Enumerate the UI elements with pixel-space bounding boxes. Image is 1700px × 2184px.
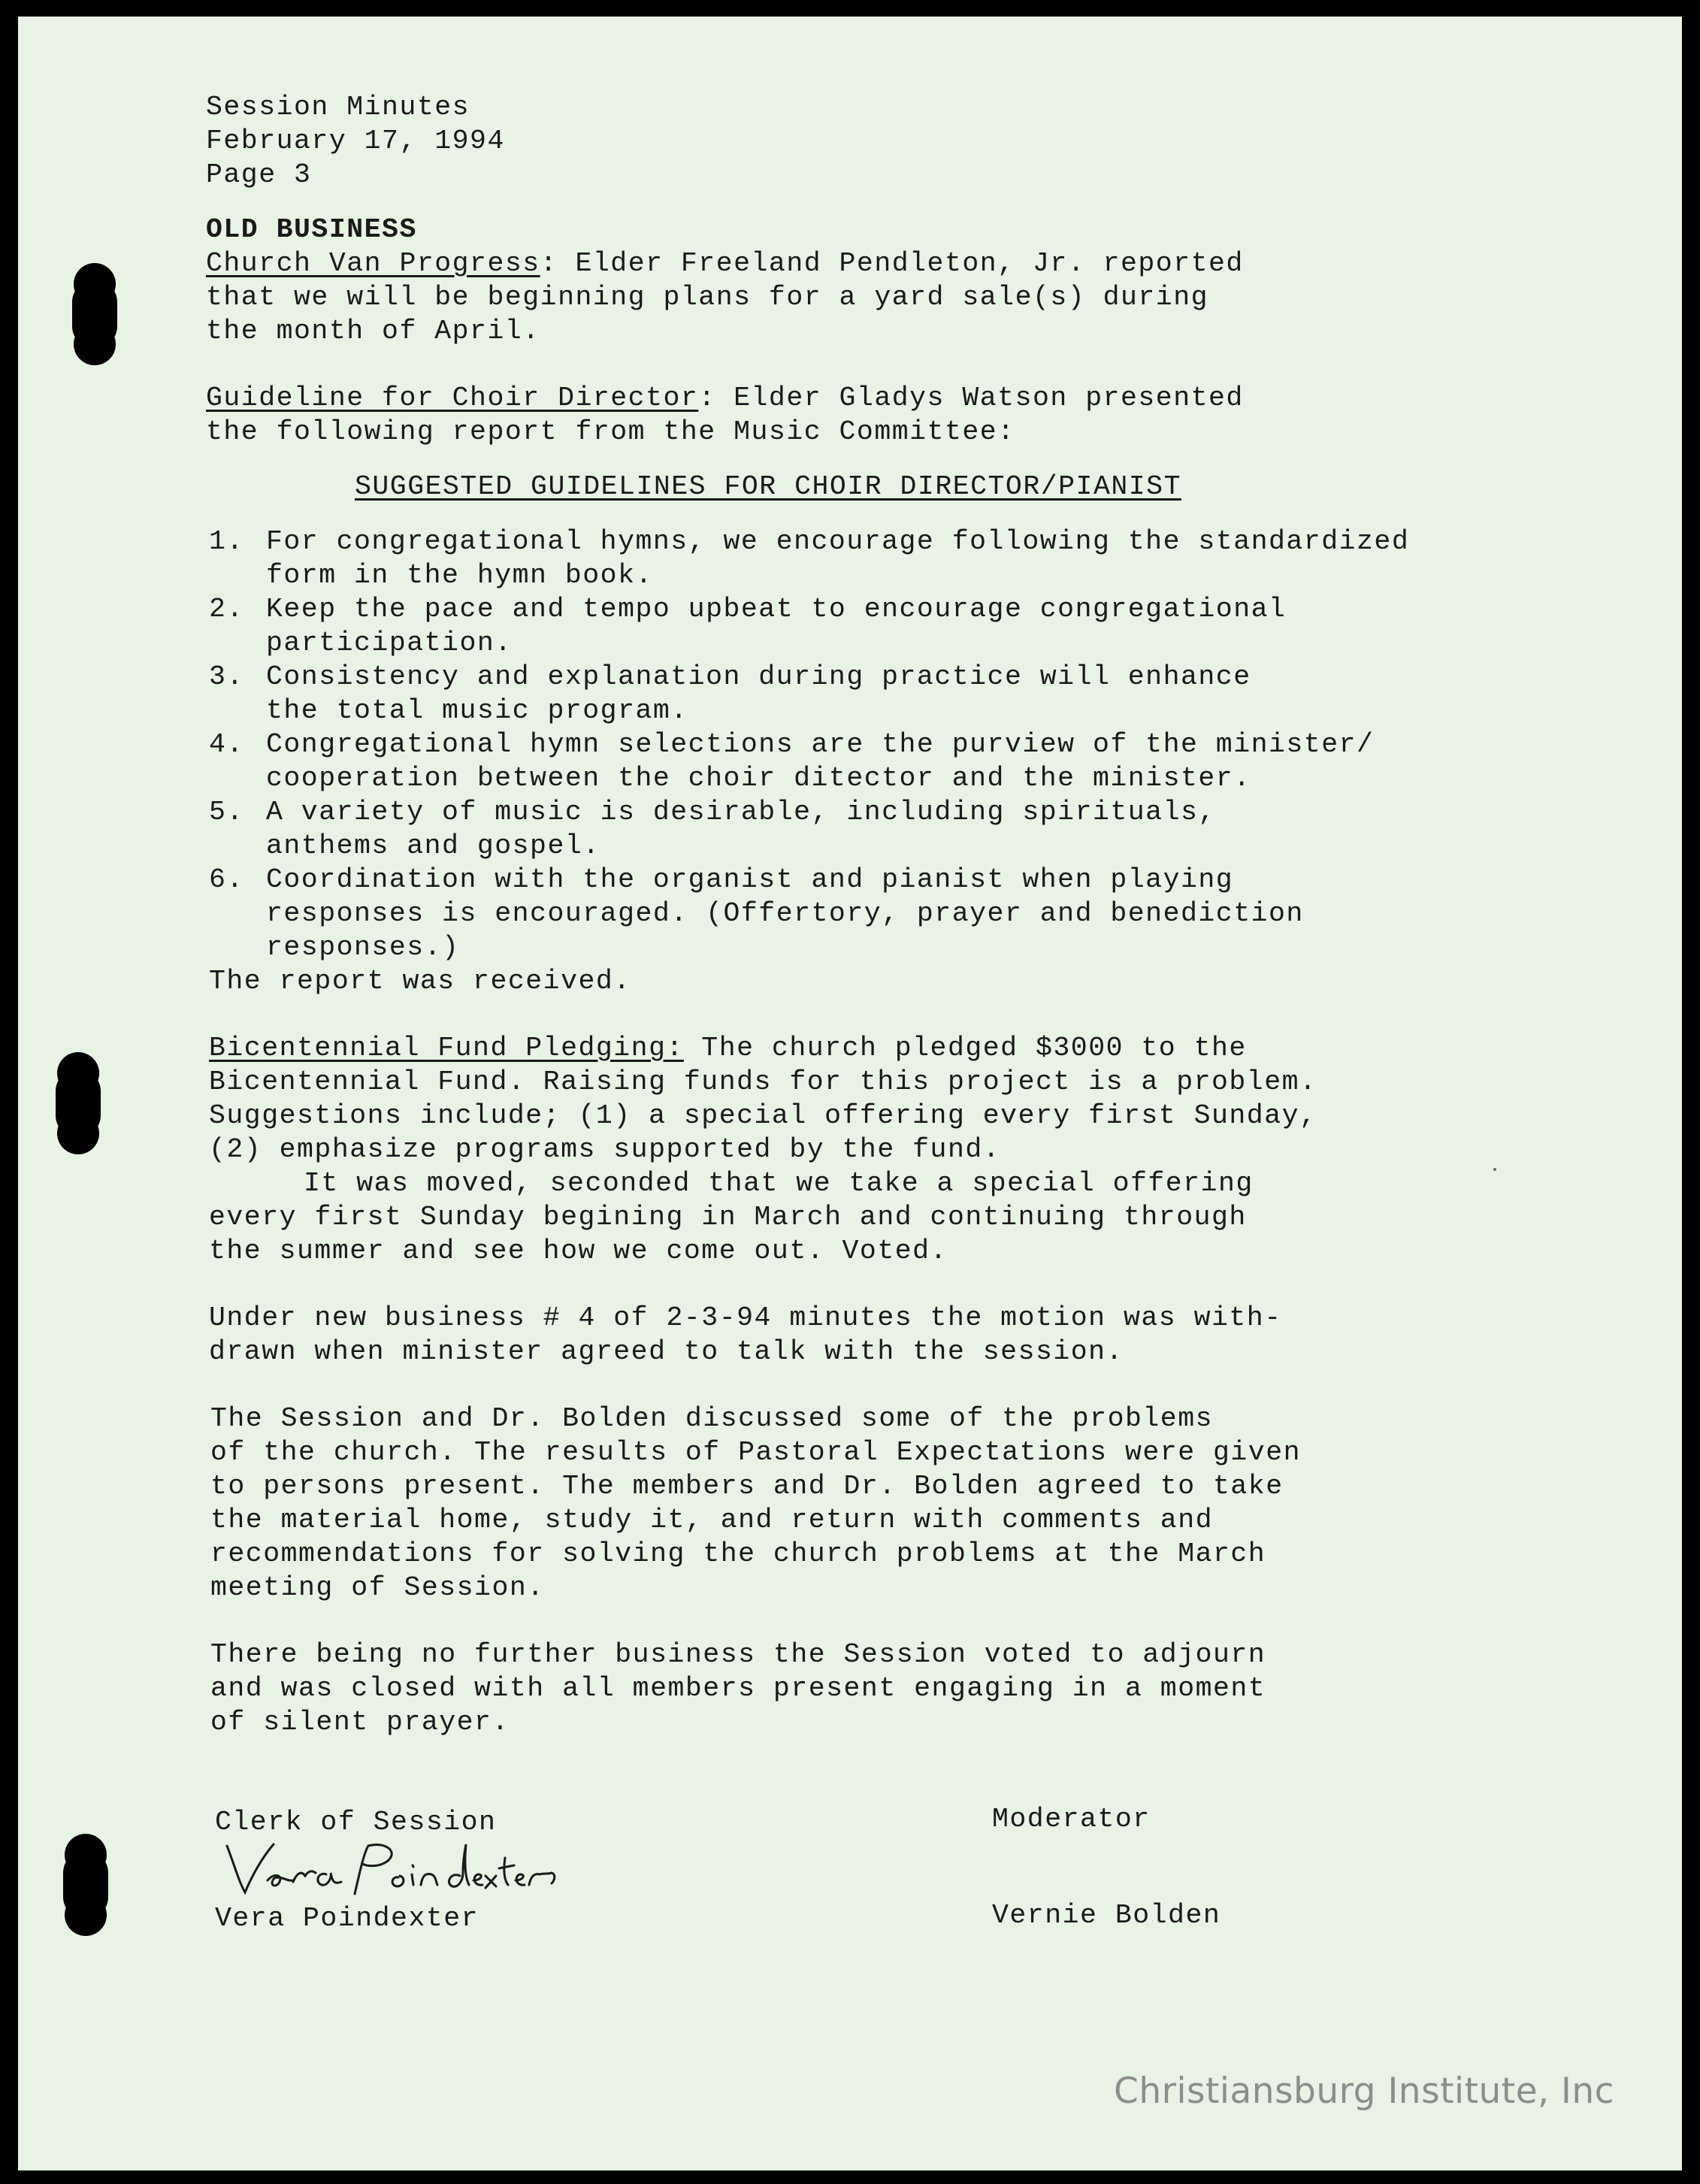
moderator-name: Vernie Bolden: [992, 1900, 1221, 1931]
discussion-line: recommendations for solving the church problems at the March: [210, 1538, 1266, 1569]
list-item-line: form in the hymn book.: [266, 560, 653, 591]
clerk-signature-area: [215, 1805, 741, 2001]
list-item-line: responses is encouraged. (Offertory, prayer and benediction: [266, 898, 1304, 929]
report-received: The report was received.: [209, 966, 631, 997]
list-item-line: the total music program.: [266, 695, 688, 726]
list-item-line: A variety of music is desirable, including spirituals,: [266, 797, 1216, 827]
closing-line: There being no further business the Session voted to adjourn: [210, 1639, 1266, 1670]
choir-line: : Elder Gladys Watson presented: [698, 383, 1244, 413]
bicentennial-paragraph: [206, 1031, 1634, 1065]
bicentennial-line: the summer and see how we come out. Voted.: [209, 1236, 948, 1266]
bicentennial-line: (2) emphasize programs supported by the fund.: [209, 1134, 1001, 1165]
list-item: [206, 592, 1634, 660]
guidelines-list: [206, 525, 1634, 964]
list-item-line: participation.: [266, 628, 513, 658]
list-item-line: For congregational hymns, we encourage following the standardized: [266, 526, 1410, 557]
list-item-number: 3.: [209, 661, 244, 692]
discussion-line: to persons present. The members and Dr. Bolden agreed to take: [210, 1471, 1284, 1502]
moderator-signature-area: [992, 1802, 1518, 1998]
bicentennial-line: every first Sunday begining in March and continuing through: [209, 1202, 1247, 1233]
clerk-name: Vera Poindexter: [215, 1903, 479, 1934]
punch-hole-top: [72, 280, 117, 349]
list-item: [206, 795, 1634, 863]
list-item-line: Coordination with the organist and pianist when playing: [266, 864, 1234, 895]
bicentennial-line: Suggestions include; (1) a special offering every first Sunday,: [209, 1100, 1317, 1131]
list-item-line: anthems and gospel.: [266, 830, 600, 861]
list-item: [206, 525, 1634, 592]
list-item-line: cooperation between the choir ditector and the minister.: [266, 763, 1251, 794]
new-business-line: drawn when minister agreed to talk with the session.: [209, 1336, 1124, 1367]
doc-page-number: Page 3: [206, 159, 312, 190]
discussion-line: The Session and Dr. Bolden discussed some of the problems: [210, 1403, 1214, 1434]
bicentennial-line: Bicentennial Fund. Raising funds for this project is a problem.: [209, 1066, 1317, 1097]
van-line: that we will be beginning plans for a yard sale(s) during: [206, 282, 1209, 313]
discussion-line: the material home, study it, and return with comments and: [210, 1505, 1214, 1535]
document-page: [18, 17, 1682, 2170]
closing-line: of silent prayer.: [210, 1707, 510, 1738]
doc-date: February 17, 1994: [206, 126, 505, 156]
bicentennial-line: It was moved, seconded that we take a special offering: [304, 1168, 1254, 1199]
section-title: OLD BUSINESS: [206, 214, 417, 245]
signature-block: [215, 1805, 1643, 2001]
bicentennial-line: The church pledged $3000 to the: [683, 1033, 1247, 1063]
list-item-number: 5.: [209, 797, 244, 827]
doc-title: Session Minutes: [206, 92, 470, 123]
discussion-line: of the church. The results of Pastoral Expectations were given: [210, 1437, 1302, 1468]
list-item-number: 2.: [209, 594, 244, 625]
discussion-line: meeting of Session.: [210, 1572, 545, 1603]
van-paragraph: [206, 247, 1634, 280]
closing-line: and was closed with all members present engaging in a moment: [210, 1673, 1266, 1704]
list-item-line: Congregational hymn selections are the purview of the minister/: [266, 729, 1375, 760]
clerk-handwritten-signature: [221, 1835, 574, 1903]
list-item: [206, 660, 1634, 727]
choir-paragraph: [206, 381, 1634, 415]
van-line: : Elder Freeland Pendleton, Jr. reported: [540, 248, 1244, 279]
list-item: [206, 863, 1634, 964]
new-business-line: Under new business # 4 of 2-3-94 minutes the motion was with-: [209, 1302, 1282, 1333]
list-item-line: Keep the pace and tempo upbeat to encourage congregational: [266, 594, 1287, 625]
choir-line: the following report from the Music Committee:: [206, 416, 1015, 447]
guidelines-title: SUGGESTED GUIDELINES FOR CHOIR DIRECTOR/PIANIST: [355, 471, 1181, 502]
list-item-number: 4.: [209, 729, 244, 760]
choir-heading: Guideline for Choir Director: [206, 383, 699, 413]
moderator-label: Moderator: [992, 1804, 1151, 1835]
van-line: the month of April.: [206, 316, 540, 346]
list-item: [206, 727, 1634, 795]
bicentennial-heading: Bicentennial Fund Pledging:: [209, 1033, 684, 1063]
archive-watermark: Christiansburg Institute, Inc: [1114, 2071, 1614, 2112]
list-item-number: 1.: [209, 526, 244, 557]
clerk-label: Clerk of Session: [215, 1807, 497, 1838]
van-heading: Church Van Progress: [206, 248, 540, 279]
minutes-body: [206, 90, 1634, 1739]
list-item-line: responses.): [266, 932, 460, 963]
list-item-line: Consistency and explanation during practice will enhance: [266, 661, 1251, 692]
list-item-number: 6.: [209, 864, 244, 895]
punch-hole-middle: [56, 1069, 101, 1138]
punch-hole-bottom: [63, 1850, 108, 1919]
